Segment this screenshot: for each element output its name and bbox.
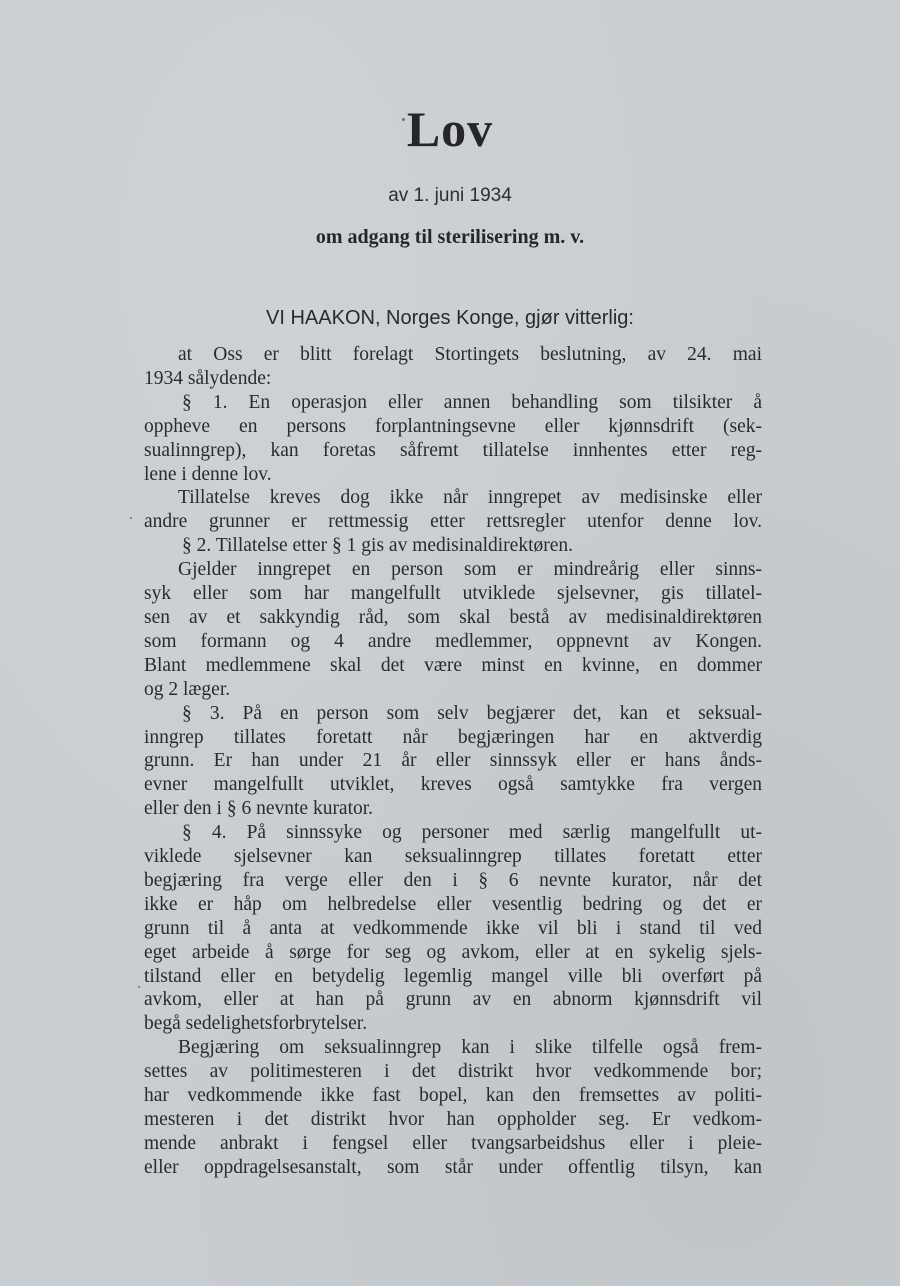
text-line: oppheve en persons forplantningsevne eller kjønnsdrift (sek- [144, 415, 762, 437]
law-body [144, 343, 762, 1180]
text-line: § 4. På sinnssyke og personer med særlig mangelfullt ut- [182, 822, 762, 844]
text-line: begå sedelighetsforbrytelser. [144, 1013, 368, 1035]
text-line: og 2 læger. [144, 678, 231, 700]
text-line: tilstand eller en betydelig legemlig mangel ville bli overført på [144, 965, 762, 987]
text-line: har vedkommende ikke fast bopel, kan den fremsettes av politi- [144, 1085, 762, 1107]
text-line: § 3. På en person som selv begjærer det, kan et seksual- [182, 702, 762, 724]
royal-proclamation: VI HAAKON, Norges Konge, gjør vitterlig: [266, 307, 634, 329]
text-line: mesteren i det distrikt hvor han oppholder seg. Er vedkom- [144, 1109, 762, 1130]
text-line: § 2. Tillatelse etter § 1 gis av medisinaldirektøren. [182, 535, 574, 557]
text-line: eller oppdragelsesanstalt, som står under offentlig tilsyn, kan [144, 1156, 762, 1178]
text-line: grunn til å anta at vedkommende ikke vil bli i stand til ved [144, 917, 762, 939]
text-line: Begjæring om seksualinngrep kan i slike tilfelle også frem- [178, 1037, 762, 1059]
text-line: eget arbeide å sørge for seg og avkom, eller at en sykelig sjels- [144, 941, 762, 963]
text-line: ikke er håp om helbredelse eller vesentlig bedring og det er [144, 893, 762, 915]
law-subtitle: om adgang til sterilisering m. v. [315, 226, 585, 248]
text-line: begjæring fra verge eller den i § 6 nevnte kurator, når det [144, 869, 762, 891]
text-line: som formann og 4 andre medlemmer, oppnevnt av Kongen. [144, 630, 762, 652]
text-line: 1934 sålydende: [144, 367, 272, 389]
text-line: avkom, eller at han på grunn av en abnorm kjønnsdrift vil [144, 989, 762, 1011]
text-line: Gjelder inngrepet en person som er mindreårig eller sinns- [178, 559, 762, 581]
law-date: av 1. juni 1934 [388, 185, 512, 206]
text-line: evner mangelfullt utviklet, kreves også samtykke fra vergen [144, 774, 762, 796]
text-line: viklede sjelsevner kan seksualinngrep tillates foretatt etter [144, 846, 762, 868]
text-line: mende anbrakt i fengsel eller tvangsarbeidshus eller i pleie- [144, 1132, 762, 1154]
text-line: Tillatelse kreves dog ikke når inngrepet av medisinske eller [178, 487, 762, 509]
text-line: sualinngrep), kan foretas såfremt tillatelse innhentes etter reg- [144, 439, 762, 461]
law-title: Lov [406, 101, 494, 157]
text-line: lene i denne lov. [144, 463, 272, 485]
text-line: § 1. En operasjon eller annen behandling som tilsikter å [182, 391, 762, 413]
text-line: syk eller som har mangelfullt utviklede sjelsevner, gis tillatel- [144, 583, 762, 605]
text-line: Blant medlemmene skal det være minst en kvinne, en dommer [144, 654, 762, 676]
text-line: grunn. Er han under 21 år eller sinnssyk eller er hans ånds- [144, 750, 762, 772]
paper-speck [138, 986, 140, 988]
text-line: sen av et sakkyndig råd, som skal bestå av medisinaldirektøren [144, 606, 762, 628]
paper-speck [130, 517, 132, 519]
paper-speck [402, 118, 405, 121]
text-line: at Oss er blitt forelagt Stortingets beslutning, av 24. mai [178, 344, 762, 365]
text-line: settes av politimesteren i det distrikt hvor vedkommende bor; [144, 1061, 762, 1083]
text-line: inngrep tillates foretatt når begjæringen har en aktverdig [144, 726, 762, 748]
text-line: andre grunner er rettmessig etter rettsregler utenfor denne lov. [144, 511, 762, 533]
text-line: eller den i § 6 nevnte kurator. [144, 798, 374, 820]
